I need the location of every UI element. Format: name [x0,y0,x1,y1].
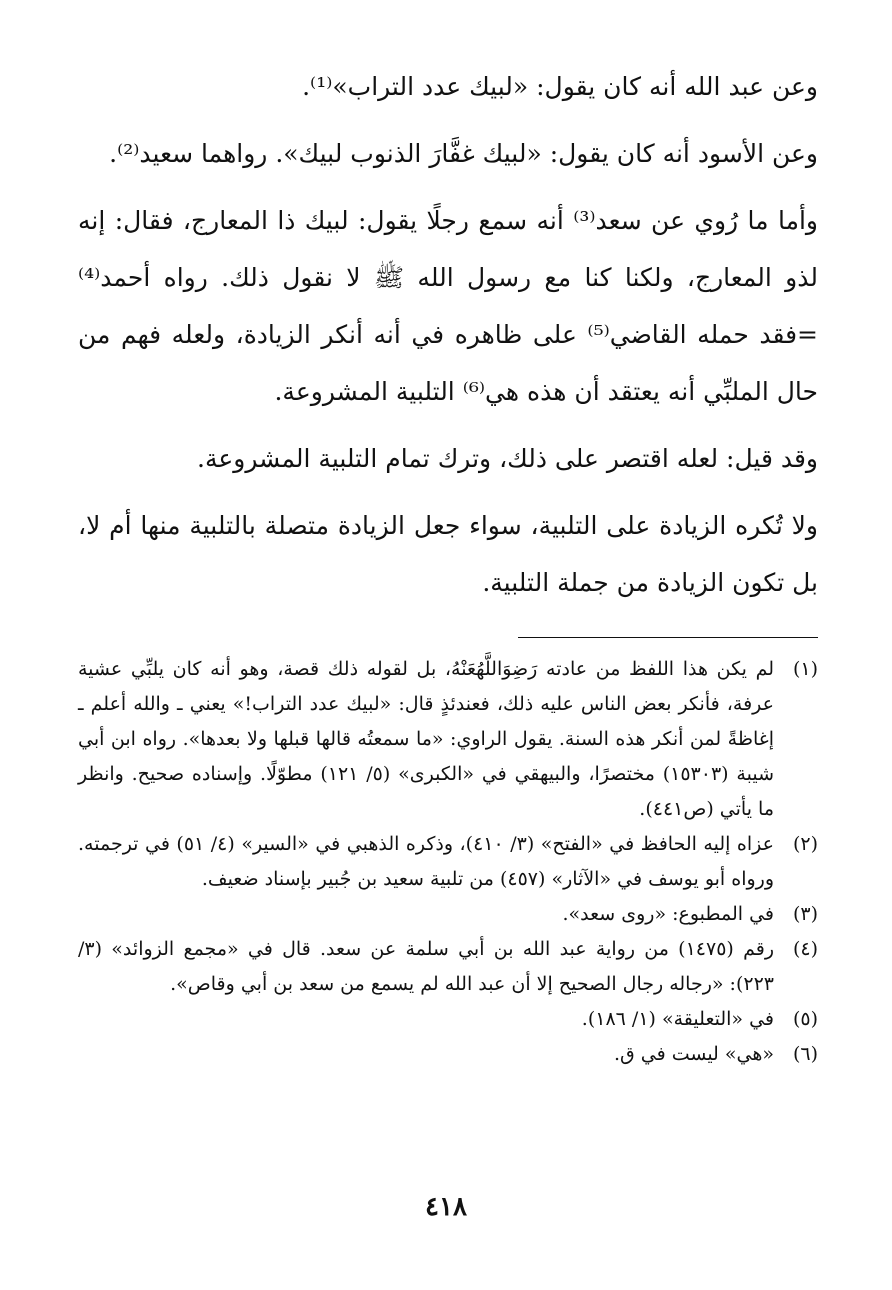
paragraph: وعن عبد الله أنه كان يقول: «لبيك عدد التراب»⁽¹⁾. [302,72,818,101]
footnote-number: (٦) [792,1043,818,1065]
footnote-text: في المطبوع: «روى سعد». [562,903,774,925]
footnotes [78,652,818,1072]
footnote [78,1037,818,1072]
footnote-text: في «التعليقة» (١/ ١٨٦). [581,1008,774,1030]
footnote [78,897,818,932]
footnote-number: (١) [792,658,818,680]
page-number: ٤١٨ [425,1192,467,1222]
footnote-text: رقم (١٤٧٥) من رواية عبد الله بن أبي سلمة عن سعد. قال في «مجمع الزوائد» (٣/ ٢٢٣): «رجاله رجال الصحيح إلا أن عبد الله لم يسمع من سعد بن أبي وقاص». [78,938,775,995]
footnote [78,932,818,1002]
footnote [78,1002,818,1037]
footnote-text: لم يكن هذا اللفظ من عادته رَضِوَاللَّهُعَنْهُ، بل لقوله ذلك قصة، وهو أنه كان يلبِّي عشية عرفة، فأنكر بعض الناس عليه ذلك، فعندئذٍ قال: «لبيك عدد التراب!» يعني ـ والله أعلم ـ إغاظةً لمن أنكر هذه السنة. يقول الراوي: «ما سمعتُه قالها قبلها ولا بعدها». رواه ابن أبي شيبة (١٥٣٠٣) مختصرًا، والبيهقي في «الكبرى» (٥/ ١٢١) مطوّلًا. وإسناده صحيح. وانظر ما يأتي (ص٤٤١). [78,658,774,820]
footnote-number: (٥) [792,1008,818,1030]
footnote-number: (٣) [792,903,818,925]
paragraph: وأما ما رُوي عن سعد⁽³⁾ أنه سمع رجلًا يقول: لبيك ذا المعارج، فقال: إنه لذو المعارج، ولكنا كنا مع رسول الله ﷺ لا نقول ذلك. رواه أحمد⁽⁴⁾ =فقد حمله القاضي⁽⁵⁾ على ظاهره في أنه أنكر الزيادة، ولعله فهم من حال الملبِّي أنه يعتقد أن هذه هي⁽⁶⁾ التلبية المشروعة. [78,206,818,406]
footnote [78,827,818,897]
footnote-text: «هي» ليست في ق. [613,1043,774,1065]
footnote-number: (٤) [792,938,818,960]
footnote-number: (٢) [792,833,818,855]
footnote-separator [518,637,818,638]
paragraph: ولا تُكره الزيادة على التلبية، سواء جعل الزيادة متصلة بالتلبية منها أم لا، بل تكون الزيادة من جملة التلبية. [78,511,818,597]
paragraph: وقد قيل: لعله اقتصر على ذلك، وترك تمام التلبية المشروعة. [197,444,818,473]
footnote-text: عزاه إليه الحافظ في «الفتح» (٣/ ٤١٠)، وذكره الذهبي في «السير» (٤/ ٥١) في ترجمته. ورواه أبو يوسف في «الآثار» (٤٥٧) من تلبية سعيد بن جُبير بإسناد ضعيف. [78,833,774,890]
footnote [78,652,818,827]
paragraph: وعن الأسود أنه كان يقول: «لبيك غفَّارَ الذنوب لبيك». رواهما سعيد⁽²⁾. [109,139,818,168]
main-text [78,58,818,611]
